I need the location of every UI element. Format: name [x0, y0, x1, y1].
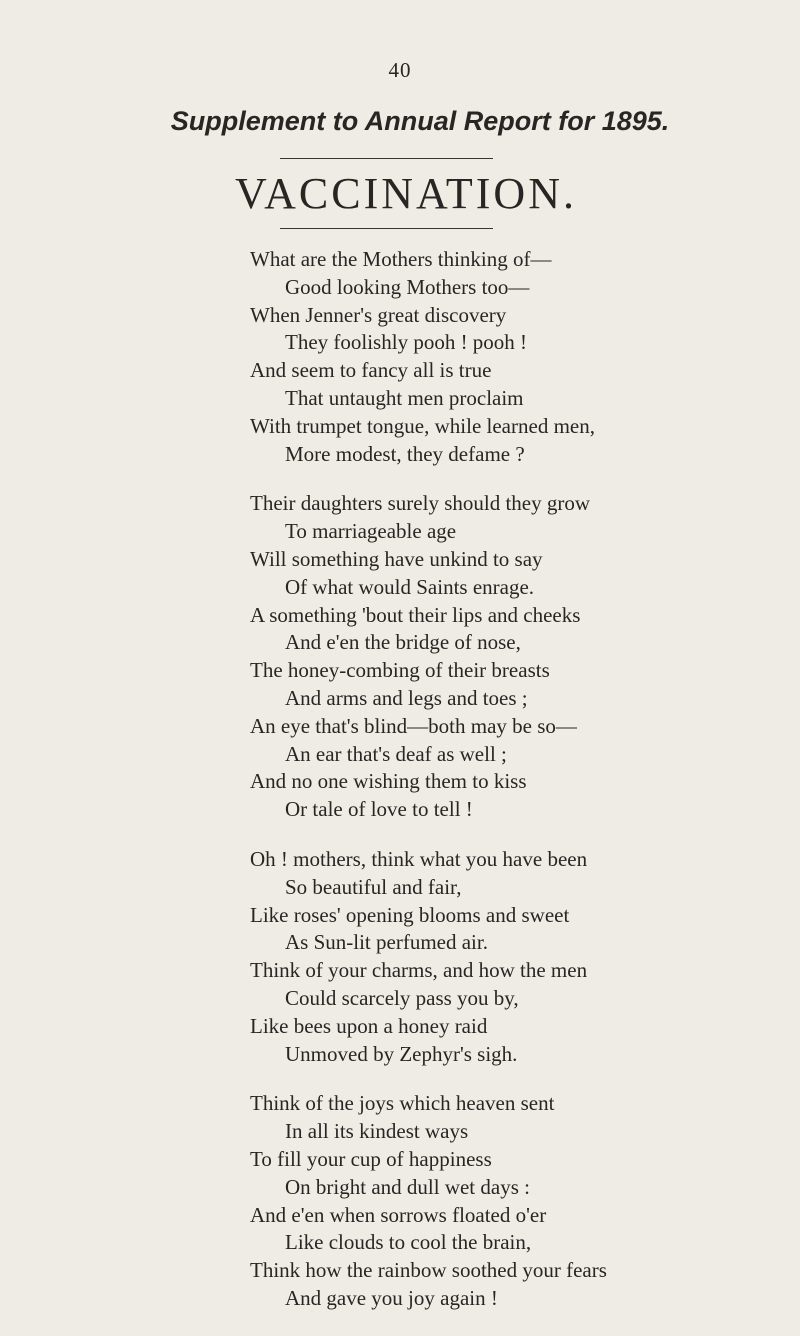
poem-line: Like roses' opening blooms and sweet: [250, 902, 570, 927]
poem-line: And no one wishing them to kiss: [250, 769, 527, 794]
stanza: [0, 846, 800, 1068]
poem-line: Could scarcely pass you by,: [285, 985, 519, 1010]
stanza: [0, 1090, 800, 1312]
poem-line: To fill your cup of happiness: [250, 1146, 492, 1171]
poem-line: An ear that's deaf as well ;: [285, 741, 507, 766]
poem-line: And seem to fancy all is true: [250, 358, 492, 383]
poem-line: A something 'bout their lips and cheeks: [250, 602, 581, 627]
poem-line: Will something have unkind to say: [250, 546, 543, 571]
poem-line: With trumpet tongue, while learned men,: [250, 413, 595, 438]
poem-line: And arms and legs and toes ;: [285, 685, 528, 710]
poem-line: An eye that's blind—both may be so—: [250, 713, 577, 738]
poem-line: They foolishly pooh ! pooh !: [285, 330, 528, 355]
poem-line: When Jenner's great discovery: [250, 302, 507, 327]
poem-line: What are the Mothers thinking of—: [250, 247, 552, 271]
poem-line: And e'en when sorrows floated o'er: [250, 1202, 547, 1227]
poem-line: Oh ! mothers, think what you have been: [250, 846, 588, 871]
poem-line: That untaught men proclaim: [285, 385, 524, 410]
page-title: VACCINATION.: [235, 169, 577, 218]
title-rule-bottom: [280, 228, 493, 229]
page-number: 40: [388, 58, 412, 82]
poem-line: As Sun-lit perfumed air.: [285, 930, 488, 955]
poem-line: So beautiful and fair,: [285, 874, 462, 899]
poem-line: Think how the rainbow soothed your fears: [250, 1258, 607, 1283]
supplement-heading: Supplement to Annual Report for 1895.: [170, 106, 670, 136]
title-rule-top: [280, 158, 493, 159]
poem-line: Of what would Saints enrage.: [285, 574, 535, 599]
poem-line: Think of your charms, and how the men: [250, 958, 588, 983]
poem-line: In all its kindest ways: [285, 1119, 469, 1144]
poem-line: Or tale of love to tell !: [285, 797, 473, 822]
poem-line: Like bees upon a honey raid: [250, 1013, 488, 1038]
poem-line: Unmoved by Zephyr's sigh.: [285, 1041, 518, 1066]
poem-line: Their daughters surely should they grow: [250, 491, 591, 516]
poem-line: Good looking Mothers too—: [285, 274, 530, 299]
stanza: [0, 490, 800, 824]
poem-line: Think of the joys which heaven sent: [250, 1091, 555, 1116]
poem: [0, 246, 800, 1335]
stanza: [0, 246, 800, 468]
poem-line: The honey-combing of their breasts: [250, 658, 550, 683]
poem-line: To marriageable age: [285, 519, 457, 544]
poem-line: More modest, they defame ?: [285, 441, 525, 466]
poem-line: And gave you joy again !: [285, 1285, 498, 1310]
poem-line: And e'en the bridge of nose,: [285, 630, 521, 655]
poem-line: Like clouds to cool the brain,: [285, 1230, 532, 1255]
poem-line: On bright and dull wet days :: [285, 1174, 530, 1199]
